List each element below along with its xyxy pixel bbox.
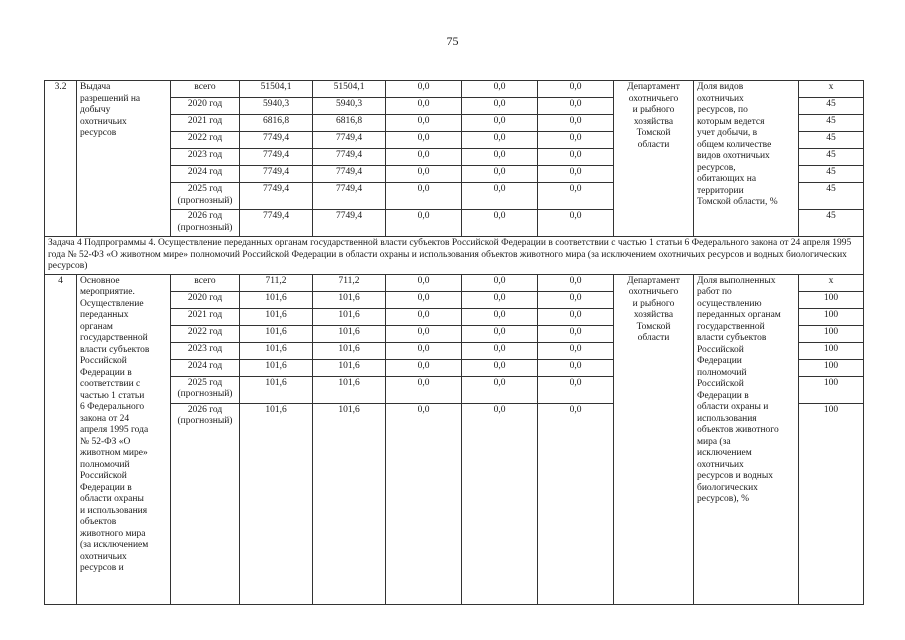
indicator-value-cell: 45: [799, 115, 864, 132]
period-cell: 2024 год: [171, 359, 240, 376]
indicator-value-cell: 45: [799, 98, 864, 115]
total-cell: 101,6: [240, 308, 313, 325]
task-heading: Задача 4 Подпрограммы 4. Осуществление переданных органам государственной власти субъектов Российской Федерации в соответствии с частью 1 статьи 6 Федерального закона от 24 апреля 1995 года № 52-ФЗ «О животном мире» полномочий Российской Федерации в области охраны и использования объектов животного мира (за исключением охотничьих ресурсов и водных биологических ресурсов): [45, 237, 864, 275]
value-cell: 0,0: [538, 149, 614, 166]
value-cell: 0,0: [386, 359, 462, 376]
value-cell: 0,0: [538, 308, 614, 325]
value-cell: 0,0: [538, 291, 614, 308]
value-cell: 0,0: [538, 359, 614, 376]
regional-budget-cell: 101,6: [313, 403, 386, 604]
value-cell: 0,0: [538, 210, 614, 237]
value-cell: 0,0: [538, 166, 614, 183]
total-cell: 711,2: [240, 274, 313, 291]
value-cell: 0,0: [538, 183, 614, 210]
page-number: 75: [446, 34, 459, 48]
value-cell: 0,0: [386, 403, 462, 604]
value-cell: 0,0: [386, 98, 462, 115]
indicator-value-cell: 100: [799, 359, 864, 376]
executor-cell: Департамент охотничьего и рыбного хозяйства Томской области: [614, 81, 694, 237]
value-cell: 0,0: [462, 210, 538, 237]
value-cell: 0,0: [386, 149, 462, 166]
row-number: 4: [45, 274, 77, 604]
value-cell: 0,0: [386, 166, 462, 183]
value-cell: 0,0: [462, 166, 538, 183]
value-cell: 0,0: [386, 210, 462, 237]
value-cell: 0,0: [386, 132, 462, 149]
regional-budget-cell: 7749,4: [313, 166, 386, 183]
value-cell: 0,0: [386, 274, 462, 291]
total-cell: 7749,4: [240, 183, 313, 210]
value-cell: 0,0: [538, 376, 614, 403]
table-row: [45, 81, 864, 98]
total-cell: 51504,1: [240, 81, 313, 98]
regional-budget-cell: 101,6: [313, 308, 386, 325]
total-cell: 5940,3: [240, 98, 313, 115]
indicator-value-cell: 45: [799, 132, 864, 149]
table-row: [45, 274, 864, 291]
regional-budget-cell: 101,6: [313, 291, 386, 308]
period-cell: 2020 год: [171, 98, 240, 115]
value-cell: 0,0: [538, 342, 614, 359]
indicator-value-cell: 100: [799, 291, 864, 308]
indicator-value-cell: х: [799, 274, 864, 291]
total-cell: 7749,4: [240, 132, 313, 149]
value-cell: 0,0: [386, 115, 462, 132]
value-cell: 0,0: [386, 183, 462, 210]
total-cell: 101,6: [240, 376, 313, 403]
indicator-value-cell: 100: [799, 342, 864, 359]
value-cell: 0,0: [462, 183, 538, 210]
total-cell: 7749,4: [240, 166, 313, 183]
period-cell: 2026 год (прогнозный): [171, 403, 240, 604]
regional-budget-cell: 101,6: [313, 342, 386, 359]
value-cell: 0,0: [538, 98, 614, 115]
value-cell: 0,0: [538, 132, 614, 149]
measure-name: Основное мероприятие. Осуществление переданных органам государственной власти субъектов Российской Федерации в соответствии с частью 1 статьи 6 Федерального закона от 24 апреля 1995 года № 52-ФЗ «О животном мире» полномочий Российской Федерации в области охраны и использования объектов животного мира (за исключением охотничьих ресурсов и: [77, 274, 171, 604]
regional-budget-cell: 711,2: [313, 274, 386, 291]
period-cell: всего: [171, 81, 240, 98]
value-cell: 0,0: [386, 291, 462, 308]
value-cell: 0,0: [462, 342, 538, 359]
indicator-value-cell: 45: [799, 183, 864, 210]
value-cell: 0,0: [462, 149, 538, 166]
value-cell: 0,0: [462, 359, 538, 376]
total-cell: 7749,4: [240, 210, 313, 237]
total-cell: 101,6: [240, 325, 313, 342]
value-cell: 0,0: [462, 115, 538, 132]
period-cell: 2023 год: [171, 342, 240, 359]
period-cell: 2022 год: [171, 325, 240, 342]
period-cell: 2025 год (прогнозный): [171, 376, 240, 403]
regional-budget-cell: 7749,4: [313, 210, 386, 237]
value-cell: 0,0: [538, 325, 614, 342]
program-table: [44, 80, 864, 605]
value-cell: 0,0: [462, 132, 538, 149]
period-cell: 2023 год: [171, 149, 240, 166]
value-cell: 0,0: [462, 274, 538, 291]
period-cell: 2021 год: [171, 115, 240, 132]
regional-budget-cell: 101,6: [313, 359, 386, 376]
regional-budget-cell: 5940,3: [313, 98, 386, 115]
indicator-value-cell: х: [799, 81, 864, 98]
regional-budget-cell: 6816,8: [313, 115, 386, 132]
value-cell: 0,0: [462, 325, 538, 342]
regional-budget-cell: 101,6: [313, 325, 386, 342]
value-cell: 0,0: [462, 81, 538, 98]
value-cell: 0,0: [462, 291, 538, 308]
value-cell: 0,0: [386, 342, 462, 359]
total-cell: 6816,8: [240, 115, 313, 132]
regional-budget-cell: 101,6: [313, 376, 386, 403]
value-cell: 0,0: [462, 376, 538, 403]
value-cell: 0,0: [462, 308, 538, 325]
value-cell: 0,0: [538, 115, 614, 132]
value-cell: 0,0: [462, 98, 538, 115]
period-cell: 2026 год (прогнозный): [171, 210, 240, 237]
indicator-value-cell: 45: [799, 149, 864, 166]
period-cell: 2020 год: [171, 291, 240, 308]
regional-budget-cell: 51504,1: [313, 81, 386, 98]
measure-name: Выдача разрешений на добычу охотничьих ресурсов: [77, 81, 171, 237]
indicator-cell: Доля выполненных работ по осуществлению переданных органам государственной власти субъектов Российской Федерации полномочий Российской Федерации в области охраны и использования объектов животного мира (за исключением охотничьих ресурсов и водных биологических ресурсов), %: [694, 274, 799, 604]
period-cell: 2025 год (прогнозный): [171, 183, 240, 210]
value-cell: 0,0: [386, 308, 462, 325]
regional-budget-cell: 7749,4: [313, 132, 386, 149]
indicator-cell: Доля видов охотничьих ресурсов, по которым ведется учет добычи, в общем количестве видов охотничьих ресурсов, обитающих на территории Томской области, %: [694, 81, 799, 237]
indicator-value-cell: 45: [799, 210, 864, 237]
executor-cell: Департамент охотничьего и рыбного хозяйства Томской области: [614, 274, 694, 604]
total-cell: 101,6: [240, 403, 313, 604]
indicator-value-cell: 100: [799, 308, 864, 325]
total-cell: 101,6: [240, 342, 313, 359]
value-cell: 0,0: [538, 403, 614, 604]
row-number: 3.2: [45, 81, 77, 237]
total-cell: 101,6: [240, 359, 313, 376]
indicator-value-cell: 100: [799, 376, 864, 403]
task-heading-row: [45, 237, 864, 275]
value-cell: 0,0: [462, 403, 538, 604]
value-cell: 0,0: [538, 81, 614, 98]
value-cell: 0,0: [538, 274, 614, 291]
indicator-value-cell: 100: [799, 403, 864, 604]
period-cell: всего: [171, 274, 240, 291]
period-cell: 2024 год: [171, 166, 240, 183]
value-cell: 0,0: [386, 376, 462, 403]
period-cell: 2022 год: [171, 132, 240, 149]
value-cell: 0,0: [386, 325, 462, 342]
indicator-value-cell: 45: [799, 166, 864, 183]
indicator-value-cell: 100: [799, 325, 864, 342]
regional-budget-cell: 7749,4: [313, 183, 386, 210]
period-cell: 2021 год: [171, 308, 240, 325]
regional-budget-cell: 7749,4: [313, 149, 386, 166]
value-cell: 0,0: [386, 81, 462, 98]
total-cell: 7749,4: [240, 149, 313, 166]
total-cell: 101,6: [240, 291, 313, 308]
